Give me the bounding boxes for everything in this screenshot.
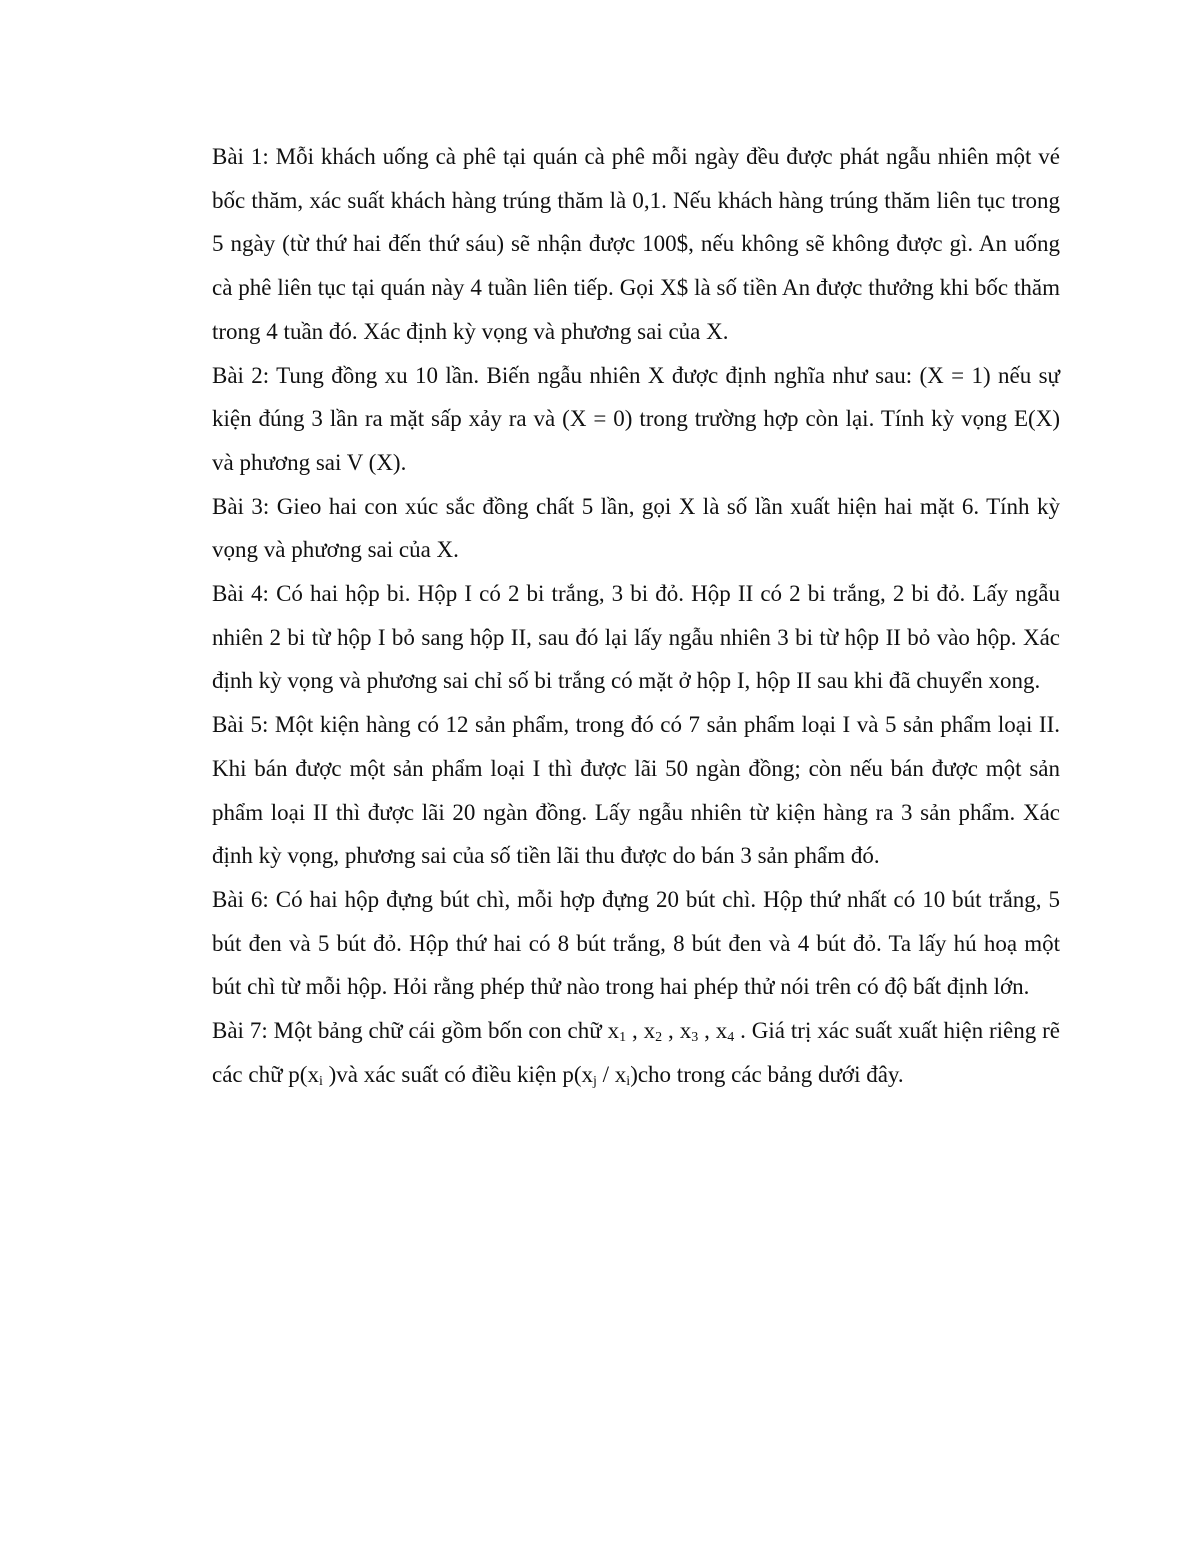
document-page bbox=[212, 135, 1060, 1096]
problem-7-end: )cho trong các bảng dưới đây. bbox=[630, 1061, 904, 1087]
problem-2: Bài 2: Tung đồng xu 10 lần. Biến ngẫu nhiên X được định nghĩa như sau: (X = 1) nếu sự kiện đúng 3 lần ra mặt sấp xảy ra và (X = 0) trong trường hợp còn lại. Tính kỳ vọng E(X) và phương sai V (X). bbox=[212, 362, 1060, 475]
problem-7-mid2: )và xác suất có điều kiện p(x bbox=[322, 1061, 594, 1087]
problem-7-mid3: / x bbox=[596, 1061, 627, 1087]
subscript-3: 3 bbox=[691, 1030, 699, 1046]
problem-5: Bài 5: Một kiện hàng có 12 sản phẩm, trong đó có 7 sản phẩm loại I và 5 sản phẩm loại II. Khi bán được một sản phẩm loại I thì được lãi 50 ngàn đồng; còn nếu bán được một sản phẩm loại II thì được lãi 20 ngàn đồng. Lấy ngẫu nhiên từ kiện hàng ra 3 sản phẩm. Xác định kỳ vọng, phương sai của số tiền lãi thu được do bán 3 sản phẩm đó. bbox=[212, 712, 1060, 869]
subscript-j: j bbox=[593, 1073, 597, 1089]
subscript-1: 1 bbox=[619, 1030, 627, 1046]
subscript-i: i bbox=[318, 1073, 323, 1089]
subscript-4: 4 bbox=[727, 1030, 735, 1046]
problem-3: Bài 3: Gieo hai con xúc sắc đồng chất 5 lần, gọi X là số lần xuất hiện hai mặt 6. Tính kỳ vọng và phương sai của X. bbox=[212, 493, 1060, 563]
problem-4: Bài 4: Có hai hộp bi. Hộp I có 2 bi trắng, 3 bi đỏ. Hộp II có 2 bi trắng, 2 bi đỏ. Lấy ngẫu nhiên 2 bi từ hộp I bỏ sang hộp II, sau đó lại lấy ngẫu nhiên 3 bi từ hộp II bỏ vào hộp. Xác định kỳ vọng và phương sai chỉ số bi trắng có mặt ở hộp I, hộp II sau khi đã chuyển xong. bbox=[212, 581, 1060, 694]
separator: , x bbox=[626, 1018, 656, 1044]
problem-7-intro: Bài 7: Một bảng chữ cái gồm bốn con chữ x bbox=[212, 1018, 620, 1044]
problem-7 bbox=[212, 1009, 1060, 1096]
separator: , x bbox=[662, 1018, 692, 1044]
problem-1: Bài 1: Mỗi khách uống cà phê tại quán cà phê mỗi ngày đều được phát ngẫu nhiên một vé bốc thăm, xác suất khách hàng trúng thăm là 0,1. Nếu khách hàng trúng thăm liên tục trong 5 ngày (từ thứ hai đến thứ sáu) sẽ nhận được 100$, nếu không sẽ không được gì. An uống cà phê liên tục tại quán này 4 tuần liên tiếp. Gọi X$ là số tiền An được thưởng khi bốc thăm trong 4 tuần đó. Xác định kỳ vọng và phương sai của X. bbox=[212, 144, 1060, 344]
subscript-i: i bbox=[626, 1073, 631, 1089]
problem-6: Bài 6: Có hai hộp đựng bút chì, mỗi hợp đựng 20 bút chì. Hộp thứ nhất có 10 bút trắng, 5 bút đen và 5 bút đỏ. Hộp thứ hai có 8 bút trắng, 8 bút đen và 4 bút đỏ. Ta lấy hú hoạ một bút chì từ mỗi hộp. Hỏi rằng phép thử nào trong hai phép thử nói trên có độ bất định lớn. bbox=[212, 886, 1060, 1000]
subscript-2: 2 bbox=[655, 1030, 663, 1046]
problem-7-mid: . Giá trị xác suất xuất hiện riêng rẽ các chữ p(x bbox=[212, 1018, 1061, 1087]
separator: , x bbox=[698, 1018, 728, 1044]
